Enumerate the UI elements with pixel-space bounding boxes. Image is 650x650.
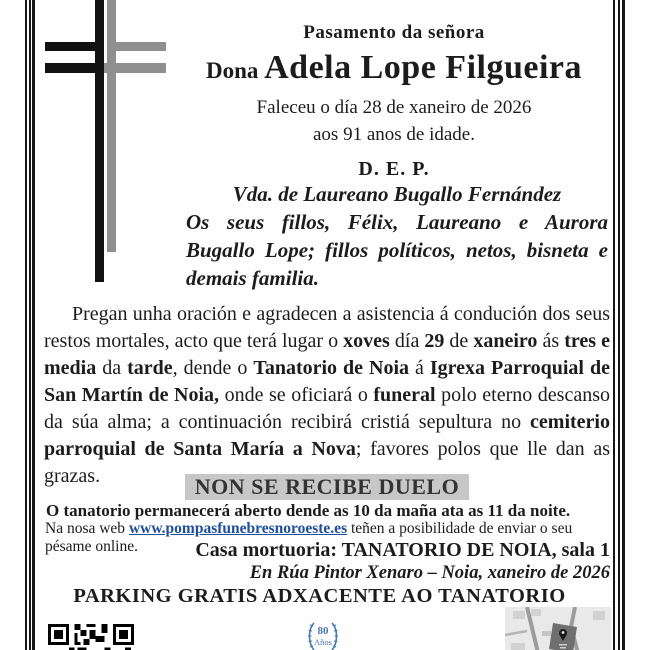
right-border-rule: [613, 0, 615, 650]
no-mourning-banner: NON SE RECIBE DUELO: [185, 474, 469, 500]
honorific: Dona: [205, 58, 265, 83]
left-border-rule: [25, 0, 27, 650]
funeral-home-website-link[interactable]: www.pompasfunebresnoroeste.es: [128, 520, 348, 537]
age-line: aos 91 anos de idade.: [313, 124, 475, 145]
no-mourning-banner-wrap: [44, 474, 610, 500]
deceased-name: Adela Lope Filgueira: [264, 49, 583, 86]
notice-pretitle: Pasamento da señora: [303, 22, 485, 43]
parking-line: PARKING GRATIS ADXACENTE AO TANATORIO: [73, 585, 566, 607]
widow-line: Vda. de Laureano Bugallo Fernández: [232, 182, 562, 206]
address-line: En Rúa Pintor Xenaro – Noia, xaneiro de 2026: [249, 563, 610, 583]
relatives-line: Os seus fillos, Félix, Laureano e Aurora Bugallo Lope; fillos políticos, netos, bisneta e demais familia.: [186, 210, 608, 290]
svg-text:Años: Años: [314, 637, 332, 647]
deceased-name-line: [178, 49, 610, 93]
rip-abbreviation: D. E. P.: [358, 158, 430, 180]
web-line-prefix: Na nosa web: [45, 520, 129, 537]
mortuary-line: Casa mortuoria: TANATORIO DE NOIA, sala 1: [195, 539, 610, 561]
qr-code: [48, 624, 134, 650]
left-border-rule: [32, 0, 35, 650]
tanatorio-hours: O tanatorio permanecerá aberto dende as 10 da maña ata as 11 da noite.: [46, 501, 571, 520]
web-line-suffix: teñen a posibilidade de enviar o seu pésame online.: [45, 520, 573, 555]
funeral-announcement-paragraph: Pregan unha oración e agradecen a asistencia á condución dos seus restos mortales, acto que terá lugar o xoves día 29 de xaneiro ás tres e media da tarde, dende o Tanatorio de Noia á Igrexa Parroquial de San Martín de Noia, onde se oficiará o funeral polo eterno descanso da súa alma; a continuación recibirá cristiá sepultura no cemiterio parroquial de Santa María a Nova; favores polos que lle dan as grazas.: [44, 303, 610, 487]
80-years-anniversary-badge-icon: [300, 617, 346, 650]
family-block: [186, 180, 608, 292]
death-date-line: Faleceu o día 28 de xaneiro de 2026: [256, 97, 532, 118]
notice-header: [178, 22, 610, 181]
svg-text:80: 80: [317, 625, 329, 637]
right-border-rule: [618, 0, 620, 650]
location-map: [505, 607, 611, 650]
left-border-rule: [29, 0, 31, 650]
right-border-rule: [622, 0, 625, 650]
